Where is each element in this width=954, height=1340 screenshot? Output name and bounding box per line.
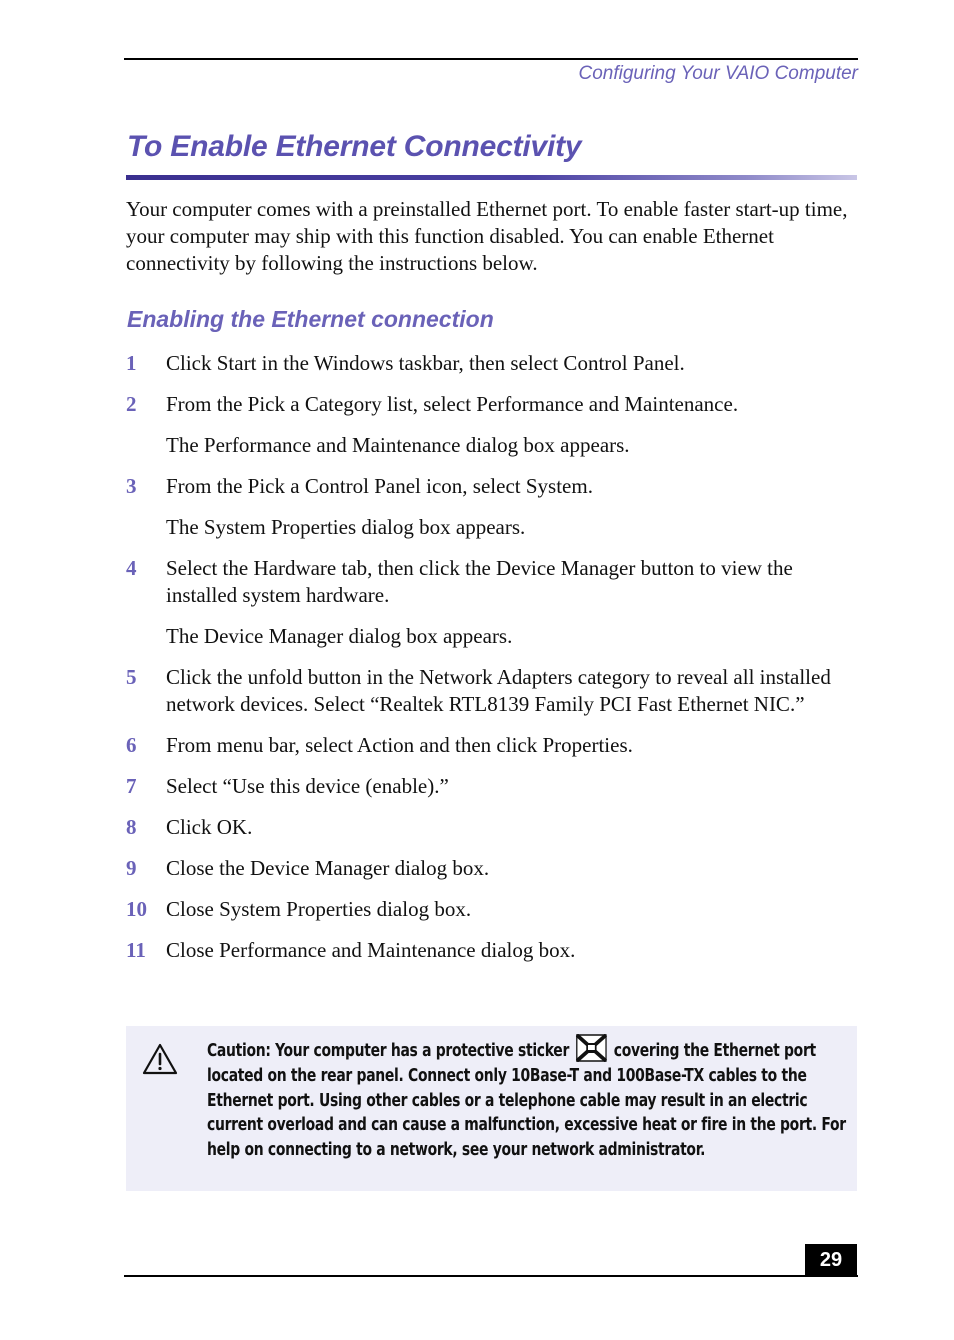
step-body bbox=[166, 855, 856, 882]
step-body bbox=[166, 664, 856, 718]
step-item bbox=[126, 814, 856, 841]
step-instruction: Close Performance and Maintenance dialog box. bbox=[166, 938, 576, 962]
steps-list bbox=[126, 350, 856, 978]
warning-triangle-icon bbox=[142, 1043, 178, 1075]
step-item bbox=[126, 350, 856, 377]
step-body bbox=[166, 896, 856, 923]
step-number: 2 bbox=[126, 392, 137, 416]
step-instruction: Click OK. bbox=[166, 815, 253, 839]
caution-text-start: Caution: Your computer has a protective sticker bbox=[207, 1040, 570, 1061]
top-rule bbox=[124, 58, 858, 60]
step-instruction: From the Pick a Category list, select Performance and Maintenance. bbox=[166, 392, 739, 416]
step-body bbox=[166, 391, 856, 459]
caution-text-rest: covering the Ethernet port located on the rear panel. Connect only 10Base-T and 100Base-TX cables to the Ethernet port. Using other cables or a telephone cable may result in an electric current overload and can cause a malfunction, excessive heat or fire in the port. For help on connecting to a network, see your network administrator. bbox=[207, 1040, 846, 1161]
step-instruction: Close System Properties dialog box. bbox=[166, 897, 472, 921]
step-instruction: From menu bar, select Action and then click Properties. bbox=[166, 733, 633, 757]
step-number: 1 bbox=[126, 351, 137, 375]
step-body bbox=[166, 473, 856, 541]
step-number: 4 bbox=[126, 556, 137, 580]
step-instruction: Click the unfold button in the Network Adapters category to reveal all installed network devices. Select “Realtek RTL8139 Family PCI Fast Ethernet NIC.” bbox=[166, 665, 831, 716]
step-item bbox=[126, 555, 856, 650]
step-body bbox=[166, 814, 856, 841]
step-item bbox=[126, 732, 856, 759]
caution-text bbox=[207, 1034, 852, 1163]
step-number: 9 bbox=[126, 856, 137, 880]
step-instruction: Select the Hardware tab, then click the Device Manager button to view the installed system hardware. bbox=[166, 556, 793, 607]
step-body bbox=[166, 555, 856, 650]
step-number: 8 bbox=[126, 815, 137, 839]
step-result: The Performance and Maintenance dialog box appears. bbox=[166, 433, 630, 457]
step-instruction: Close the Device Manager dialog box. bbox=[166, 856, 490, 880]
section-heading: Enabling the Ethernet connection bbox=[127, 306, 494, 332]
step-item bbox=[126, 855, 856, 882]
step-body bbox=[166, 732, 856, 759]
step-body bbox=[166, 937, 856, 964]
step-body bbox=[166, 773, 856, 800]
step-number: 10 bbox=[126, 897, 147, 921]
step-instruction: Select “Use this device (enable).” bbox=[166, 774, 449, 798]
step-item bbox=[126, 896, 856, 923]
step-item bbox=[126, 773, 856, 800]
step-item bbox=[126, 664, 856, 718]
step-result: The Device Manager dialog box appears. bbox=[166, 624, 513, 648]
page-title: To Enable Ethernet Connectivity bbox=[127, 130, 582, 163]
title-rule bbox=[126, 175, 857, 180]
step-number: 5 bbox=[126, 665, 137, 689]
step-number: 11 bbox=[126, 938, 146, 962]
step-body bbox=[166, 350, 856, 377]
intro-paragraph: Your computer comes with a preinstalled Ethernet port. To enable faster start-up time, your computer may ship with this function disabled. You can enable Ethernet connectivity by following the instructions below. bbox=[126, 197, 848, 275]
step-number: 7 bbox=[126, 774, 137, 798]
ethernet-sticker-icon bbox=[576, 1034, 607, 1062]
step-item bbox=[126, 391, 856, 459]
page-number: 29 bbox=[805, 1244, 857, 1276]
step-number: 3 bbox=[126, 474, 137, 498]
caution-box bbox=[126, 1026, 857, 1191]
step-instruction: Click Start in the Windows taskbar, then select Control Panel. bbox=[166, 351, 685, 375]
bottom-rule bbox=[124, 1275, 858, 1277]
step-number: 6 bbox=[126, 733, 137, 757]
step-instruction: From the Pick a Control Panel icon, select System. bbox=[166, 474, 593, 498]
step-item bbox=[126, 937, 856, 964]
running-head: Configuring Your VAIO Computer bbox=[578, 63, 858, 84]
step-item bbox=[126, 473, 856, 541]
step-result: The System Properties dialog box appears. bbox=[166, 515, 526, 539]
